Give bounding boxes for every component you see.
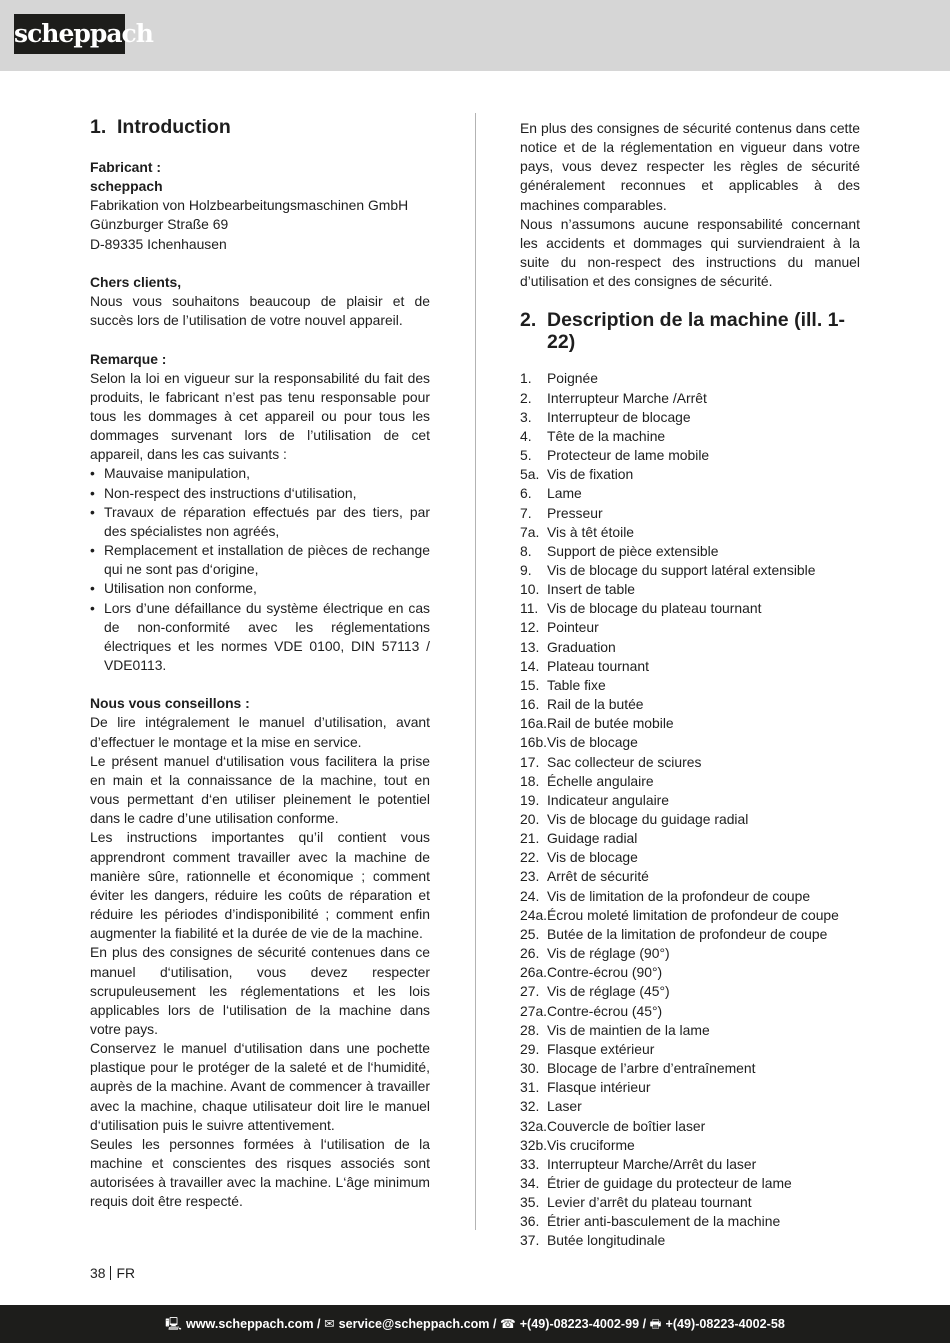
part-label: Arrêt de sécurité: [547, 868, 649, 885]
part-list-item: [520, 772, 860, 791]
part-label: Vis de maintien de la lame: [547, 1021, 710, 1038]
part-label: Rail de butée mobile: [547, 715, 674, 732]
advice-paragraph: De lire intégralement le manuel d’utilisation, avant d’effectuer le montage et la mise en service.: [90, 714, 430, 750]
part-list-item: [520, 1002, 860, 1021]
part-list-item: [520, 465, 860, 484]
part-label: Presseur: [547, 504, 603, 521]
part-list-item: [520, 944, 860, 963]
part-number: 11.: [520, 600, 539, 617]
part-number: 22.: [520, 849, 540, 866]
part-label: Guidage radial: [547, 830, 638, 847]
part-list-item: [520, 1193, 860, 1212]
part-list-item: [520, 618, 860, 637]
part-list-item: [520, 848, 860, 867]
part-list-item: [520, 1155, 860, 1174]
part-list-item: [520, 906, 860, 925]
part-label: Plateau tournant: [547, 657, 649, 674]
part-label: Flasque intérieur: [547, 1079, 651, 1096]
part-number: 32.: [520, 1098, 540, 1115]
part-label: Butée de la limitation de profondeur de coupe: [547, 925, 828, 942]
manufacturer-label: Fabricant :: [90, 159, 162, 175]
part-list-item: [520, 810, 860, 829]
manufacturer-line: Fabrikation von Holzbearbeitungsmaschinen GmbH: [90, 197, 409, 214]
part-number: 3.: [520, 408, 532, 425]
part-label: Vis de fixation: [547, 466, 634, 483]
remark-bullet-list: [90, 464, 430, 675]
section-title: Introduction: [117, 116, 231, 138]
part-label: Étrier de guidage du protecteur de lame: [547, 1174, 792, 1191]
part-number: 29.: [520, 1040, 540, 1057]
list-item: • Lors d’une défaillance du système électrique en cas de non-conformité avec les réglementations électriques et les normes VDE 0100, DIN 57113 / VDE0113.: [90, 599, 430, 676]
part-label: Laser: [547, 1098, 582, 1115]
part-label: Écrou moleté limitation de profondeur de coupe: [547, 906, 839, 923]
manufacturer-line: D-89335 Ichenhausen: [90, 235, 227, 252]
parts-list: [520, 369, 860, 1250]
part-label: Vis de réglage (90°): [547, 945, 670, 962]
part-number: 35.: [520, 1194, 540, 1211]
part-number: 32b.: [520, 1136, 548, 1153]
section-title: Description de la machine (ill. 1-22): [547, 309, 845, 354]
part-label: Vis de blocage: [547, 734, 638, 751]
list-item: • Utilisation non conforme,: [90, 579, 430, 598]
part-label: Vis à têt étoile: [547, 523, 634, 540]
part-list-item: [520, 1212, 860, 1231]
part-list-item: [520, 676, 860, 695]
part-label: Poignée: [547, 370, 598, 387]
part-label: Support de pièce extensible: [547, 542, 719, 559]
part-list-item: [520, 542, 860, 561]
part-number: 2.: [520, 389, 532, 406]
footer-fax: +(49)-08223-4002-58: [665, 1317, 785, 1331]
part-number: 37.: [520, 1232, 540, 1249]
section-heading-introduction: [90, 116, 430, 138]
part-list-item: [520, 523, 860, 542]
part-number: 5.: [520, 447, 532, 464]
part-number: 16.: [520, 696, 540, 713]
part-list-item: [520, 867, 860, 886]
part-number: 7.: [520, 504, 532, 521]
footer-phone: +(49)-08223-4002-99 /: [519, 1317, 647, 1331]
part-number: 16b.: [520, 734, 548, 751]
part-label: Interrupteur de blocage: [547, 408, 691, 425]
part-list-item: [520, 1021, 860, 1040]
part-label: Vis de blocage: [547, 849, 638, 866]
advice-label: Nous vous conseillons :: [90, 695, 250, 712]
part-number: 24.: [520, 887, 540, 904]
column-divider: [475, 113, 476, 1230]
remark-label: Remarque :: [90, 350, 167, 367]
part-label: Vis de blocage du guidage radial: [547, 811, 749, 827]
list-item: • Travaux de réparation effectués par des tiers, par des spécialistes non agréés,: [90, 503, 430, 541]
part-label: Vis de limitation de la profondeur de coupe: [547, 887, 811, 904]
page-number-value: 38: [90, 1265, 106, 1281]
advice-paragraph: Les instructions importantes qu’il contient vous apprendront comment travailler avec la machine de manière sûre, rationnelle et économique ; comment éviter les dangers, réduire les coûts de réparation et réduire les périodes d’indisponibilité ; comment enfin augmenter la fiabilité et la durée de vie de la machine.: [90, 829, 430, 942]
part-label: Rail de la butée: [547, 696, 644, 713]
part-list-item: [520, 963, 860, 982]
advice-paragraph: En plus des consignes de sécurité contenues dans ce manuel d‘utilisation, vous devez respecter scrupuleusement les réglementations et les lois applicables lors de l‘utilisation de la machine dans votre pays.: [90, 944, 430, 1037]
footer-email[interactable]: service@scheppach.com /: [338, 1317, 497, 1331]
part-list-item: [520, 1078, 860, 1097]
part-label: Insert de table: [547, 581, 636, 598]
part-label: Sac collecteur de sciures: [547, 753, 702, 770]
part-number: 18.: [520, 772, 540, 789]
part-list-item: [520, 638, 860, 657]
part-number: 6.: [520, 485, 532, 502]
part-number: 32a.: [520, 1117, 548, 1134]
advice-paragraph: Seules les personnes formées à l‘utilisation de la machine et conscientes des risques associés sont autorisées à travailler avec la machine. L‘âge minimum requis doit être respecté.: [90, 1135, 430, 1210]
spacer: [90, 254, 430, 273]
part-list-item: [520, 1040, 860, 1059]
spacer: [90, 330, 430, 349]
remark-text: Selon la loi en vigueur sur la responsabilité du fait des produits, le fabricant n’est pas tenu responsable pour tous les dommages à cet appareil ou pour tous les dommages survenant lors de l’utilisation de cet appareil, dans les cas suivants :: [90, 369, 430, 463]
part-number: 27a.: [520, 1002, 548, 1019]
part-number: 1.: [520, 370, 532, 387]
fax-icon: 🖶: [649, 1317, 662, 1331]
part-list-item: [520, 657, 860, 676]
part-list-item: [520, 714, 860, 733]
part-label: Protecteur de lame mobile: [547, 447, 710, 464]
part-number: 19.: [520, 791, 540, 808]
part-number: 17.: [520, 753, 540, 770]
part-list-item: [520, 1136, 860, 1155]
advice-paragraph: Conservez le manuel d‘utilisation dans une pochette plastique pour le protéger de la saleté et de l‘humidité, auprès de la machine. Avant de commencer à travailler avec la machine, chaque utilisateur doit lire le manuel d‘utilisation puis le suivre attentivement.: [90, 1040, 430, 1133]
part-number: 20.: [520, 811, 540, 827]
dear-clients-text: Nous vous souhaitons beaucoup de plaisir et de succès lors de l’utilisation de votre nouvel appareil.: [90, 293, 430, 329]
part-list-item: [520, 484, 860, 503]
part-number: 28.: [520, 1021, 540, 1038]
part-list-item: [520, 925, 860, 944]
liability-paragraph: Nous n’assumons aucune responsabilité concernant les accidents et dommages qui surviendraient à la suite du non-respect des instructions du manuel d’utilisation et des consignes de sécurité.: [520, 215, 860, 290]
part-number: 30.: [520, 1060, 540, 1077]
spacer: [90, 675, 430, 694]
part-list-item: [520, 733, 860, 752]
part-number: 13.: [520, 638, 540, 655]
manufacturer-name: scheppach: [90, 178, 163, 195]
part-label: Interrupteur Marche /Arrêt: [547, 389, 707, 406]
part-number: 5a.: [520, 466, 540, 483]
part-number: 26a.: [520, 964, 548, 981]
scheppach-logo: scheppach: [14, 14, 125, 54]
part-list-item: [520, 1117, 860, 1136]
list-item: • Mauvaise manipulation,: [90, 464, 430, 483]
part-number: 27.: [520, 983, 540, 1000]
part-list-item: [520, 887, 860, 906]
phone-icon: ☎: [500, 1317, 516, 1331]
part-label: Lame: [547, 485, 582, 502]
part-label: Couvercle de boîtier laser: [547, 1117, 706, 1134]
part-list-item: [520, 599, 860, 618]
manufacturer-line: Günzburger Straße 69: [90, 216, 229, 233]
part-list-item: [520, 695, 860, 714]
part-label: Blocage de l’arbre d’entraînement: [547, 1060, 756, 1077]
part-label: Levier d’arrêt du plateau tournant: [547, 1194, 752, 1211]
footer-contact-bar: [0, 1305, 950, 1343]
part-number: 26.: [520, 945, 540, 962]
part-list-item: [520, 561, 860, 580]
page-number-separator: [110, 1266, 111, 1280]
part-number: 15.: [520, 676, 540, 693]
part-list-item: [520, 427, 860, 446]
right-column: [520, 119, 860, 1251]
part-number: 34.: [520, 1174, 540, 1191]
part-label: Vis de blocage du support latéral extensible: [547, 561, 816, 578]
part-list-item: [520, 369, 860, 388]
part-list-item: [520, 389, 860, 408]
part-number: 7a.: [520, 523, 540, 540]
part-label: Tête de la machine: [547, 427, 666, 444]
part-label: Interrupteur Marche/Arrêt du laser: [547, 1155, 757, 1172]
part-label: Flasque extérieur: [547, 1040, 655, 1057]
part-list-item: [520, 504, 860, 523]
part-list-item: [520, 1231, 860, 1250]
section-number: 1.: [90, 116, 107, 138]
part-label: Pointeur: [547, 619, 599, 636]
header-band: [0, 0, 950, 71]
part-label: Indicateur angulaire: [547, 791, 670, 808]
part-number: 25.: [520, 925, 540, 942]
section-number: 2.: [520, 309, 537, 332]
part-number: 16a.: [520, 715, 548, 732]
safety-paragraph: En plus des consignes de sécurité contenus dans cette notice et de la réglementation en vigueur dans votre pays, vous devez respecter les règles de sécurité généralement reconnues et applicables à des machines comparables.: [520, 120, 860, 213]
part-list-item: [520, 1097, 860, 1116]
dear-clients-label: Chers clients,: [90, 273, 182, 290]
part-list-item: [520, 1059, 860, 1078]
list-item: • Non-respect des instructions d‘utilisation,: [90, 484, 430, 503]
part-label: Contre-écrou (45°): [547, 1002, 663, 1019]
part-number: 33.: [520, 1155, 540, 1172]
footer-website[interactable]: www.scheppach.com /: [185, 1317, 321, 1331]
part-number: 12.: [520, 619, 540, 636]
part-list-item: [520, 580, 860, 599]
part-label: Table fixe: [547, 676, 606, 693]
part-list-item: [520, 829, 860, 848]
list-item: • Remplacement et installation de pièces de rechange qui ne sont pas d‘origine,: [90, 541, 430, 579]
left-column: [90, 116, 430, 1212]
part-list-item: [520, 753, 860, 772]
part-label: Contre-écrou (90°): [547, 964, 663, 981]
part-label: Vis de blocage du plateau tournant: [547, 600, 762, 617]
part-number: 9.: [520, 561, 532, 578]
part-number: 36.: [520, 1213, 540, 1230]
part-number: 24a.: [520, 906, 548, 923]
computer-icon: 🖳: [165, 1317, 182, 1331]
part-list-item: [520, 408, 860, 427]
part-label: Échelle angulaire: [547, 772, 654, 789]
part-number: 21.: [520, 830, 540, 847]
part-number: 8.: [520, 542, 532, 559]
part-number: 23.: [520, 868, 540, 885]
advice-paragraph: Le présent manuel d‘utilisation vous facilitera la prise en main et la connaissance de la machine, tout en vous permettant d‘en utiliser pleinement le potentiel dans le cadre d’une utilisation conforme.: [90, 752, 430, 827]
part-number: 31.: [520, 1079, 540, 1096]
page-number: [90, 1264, 135, 1283]
part-number: 4.: [520, 427, 532, 444]
part-label: Graduation: [547, 638, 616, 655]
part-list-item: [520, 446, 860, 465]
part-label: Vis cruciforme: [547, 1136, 635, 1153]
part-label: Étrier anti-basculement de la machine: [547, 1213, 781, 1230]
part-list-item: [520, 1174, 860, 1193]
part-list-item: [520, 982, 860, 1001]
part-label: Butée longitudinale: [547, 1232, 666, 1249]
part-number: 14.: [520, 657, 540, 674]
part-label: Vis de réglage (45°): [547, 983, 670, 1000]
page-language: FR: [116, 1265, 135, 1281]
section-heading-description: [520, 309, 860, 353]
mail-icon: ✉: [324, 1317, 335, 1331]
part-list-item: [520, 791, 860, 810]
part-number: 10.: [520, 581, 540, 598]
